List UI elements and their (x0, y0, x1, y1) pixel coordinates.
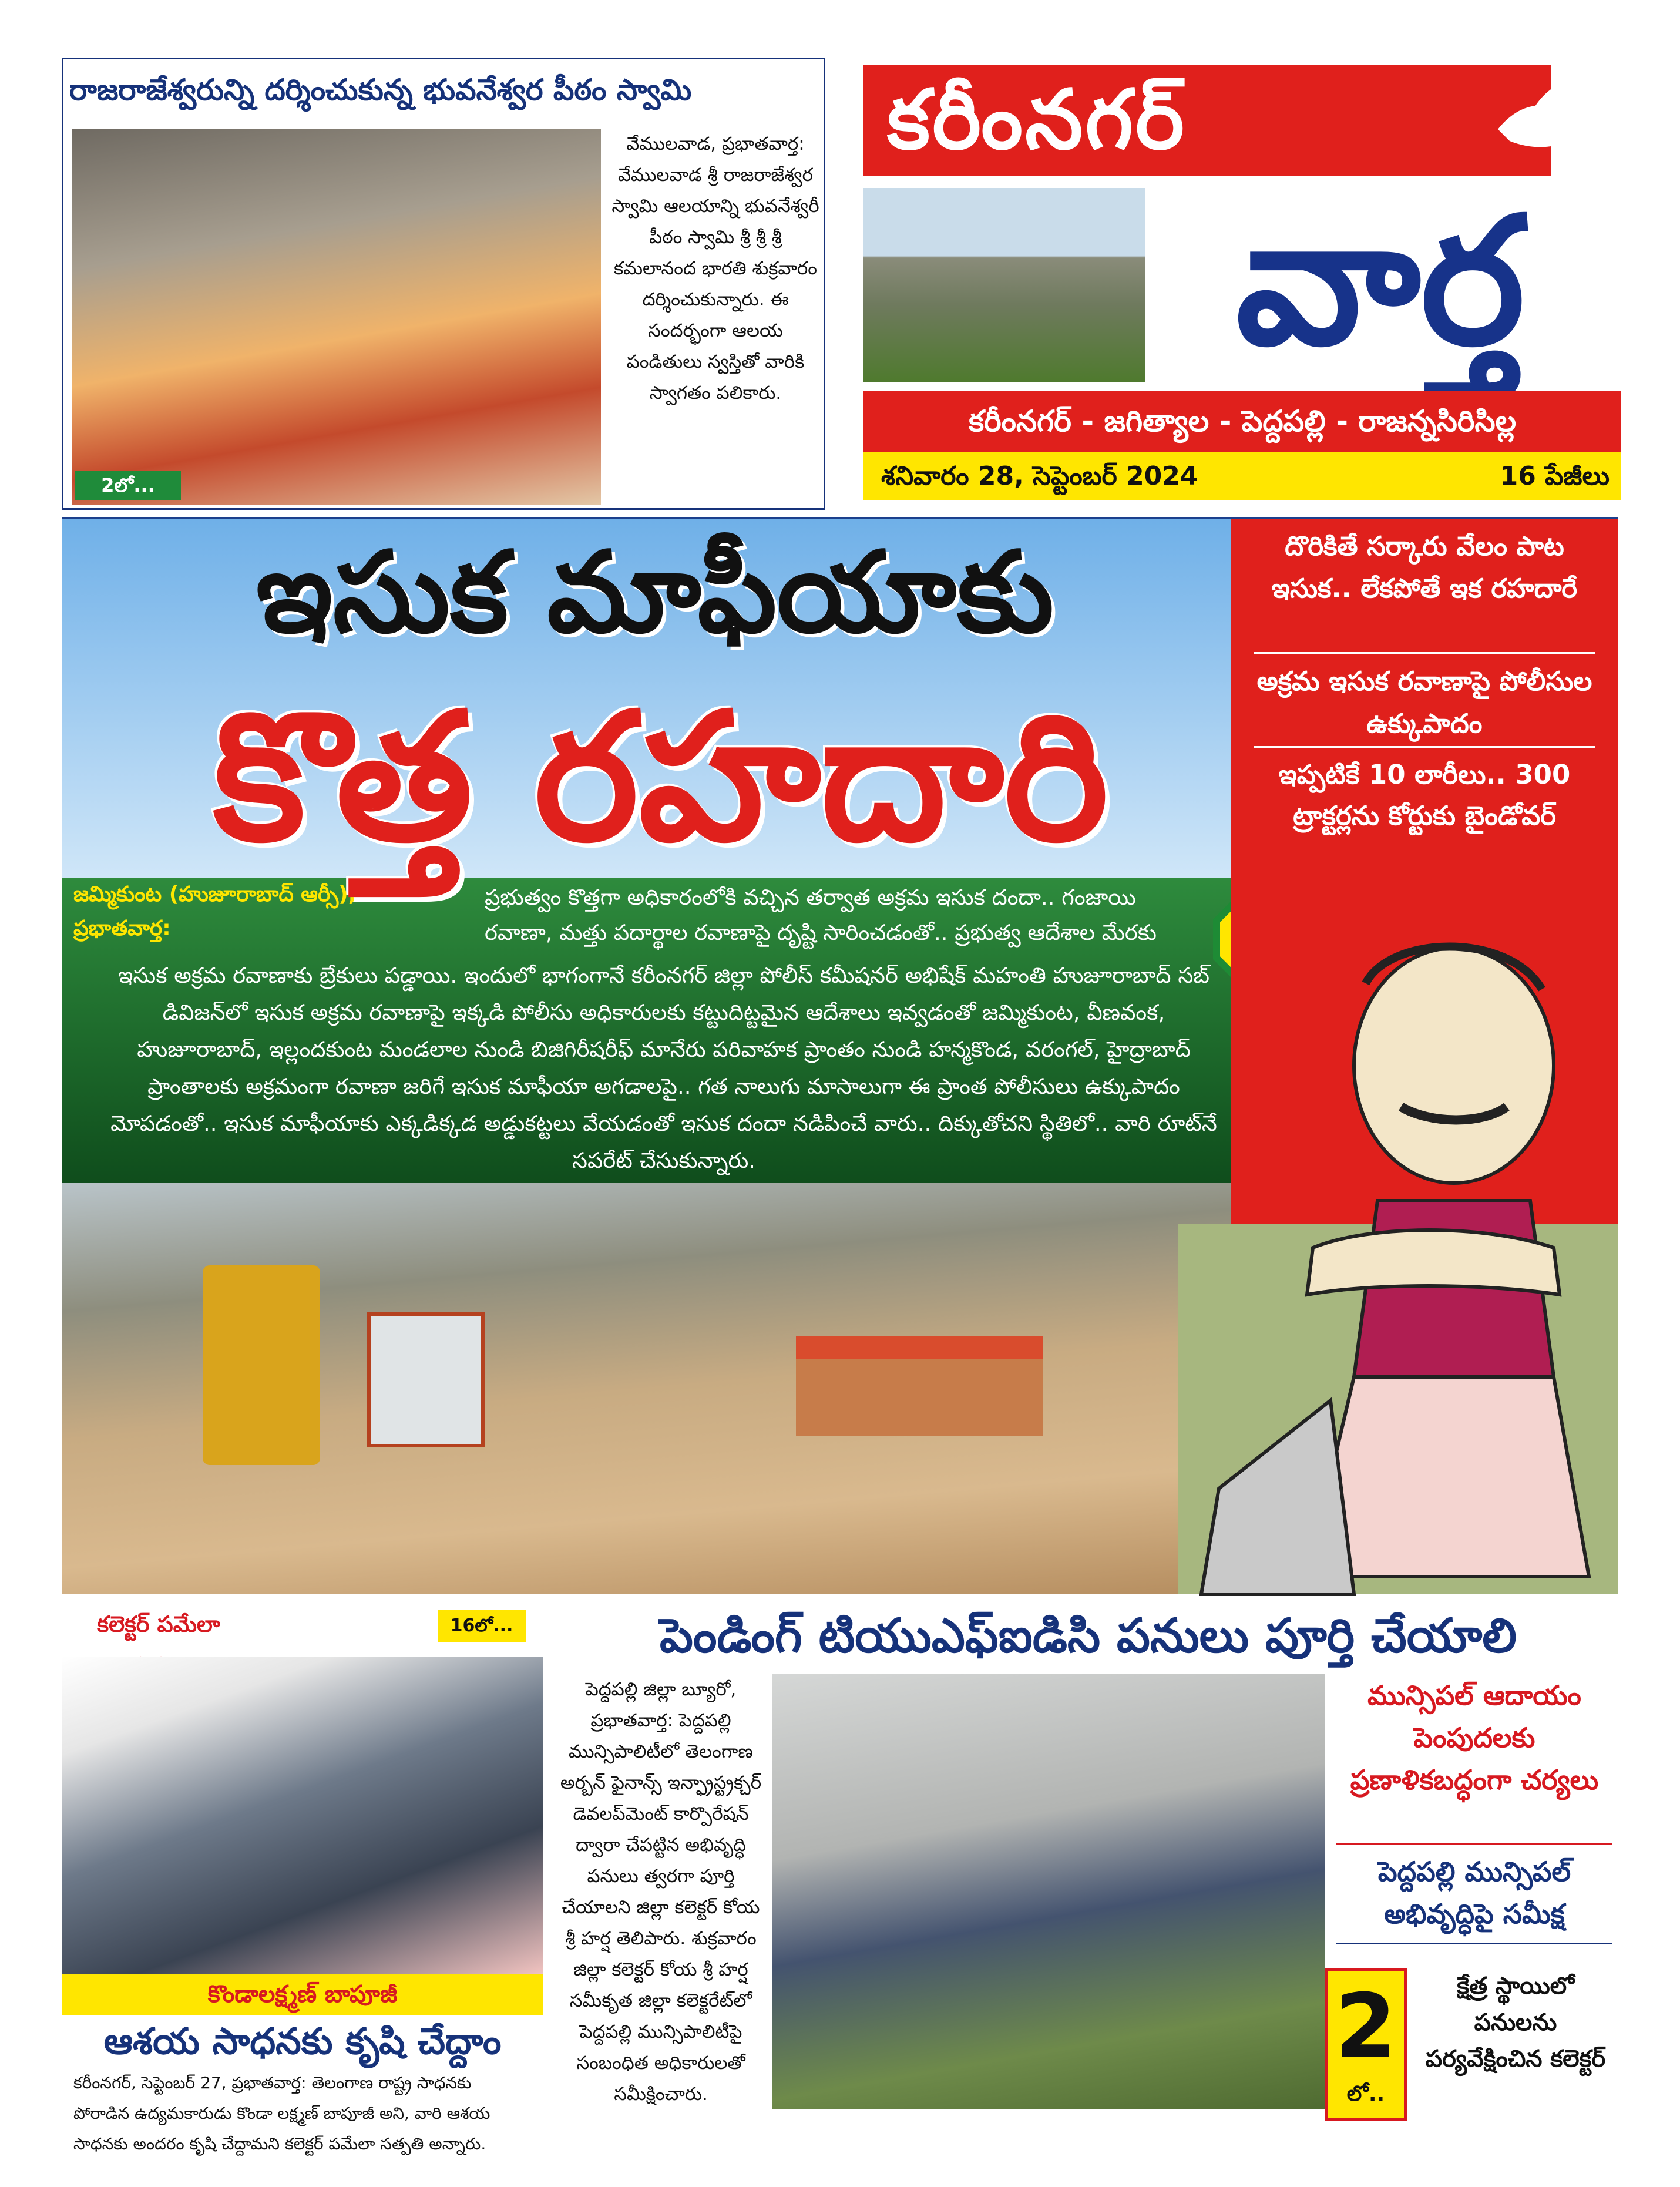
bottom-right-jump-badge (1325, 1968, 1407, 2121)
lead-sidebar-point-3: ఇప్పటికే 10 లారీలు.. 300 ట్రాక్టర్లను కోర్టుకు బైండోవర్ (1278, 759, 1571, 831)
masthead (863, 65, 1621, 499)
bapuji-statue-photo (62, 1657, 543, 1974)
cartoon-figure (1178, 872, 1618, 1594)
bottom-right-jump-number: 2 (1335, 1976, 1397, 2078)
lead-dateline: జమ్మికుంట (హుజూరాబాద్ ఆర్సీ), ప్రభాతవార్త: (73, 882, 357, 940)
bottom-right-story (555, 1604, 1621, 2121)
lead-headline-line1: ఇసుక మాఫీయాకు (256, 528, 1054, 657)
bottom-right-headline: పెండింగ్ టియుఎఫ్ఐడిసి పనులు పూర్తి చేయాలి (660, 1608, 1517, 1663)
bottom-left-photo-caption: కొండాలక్ష్మణ్ బాపూజీ (62, 1974, 543, 2015)
lead-sidebar-point-2: అక్రమ ఇసుక రవాణాపై పోలీసుల ఉక్కుపాదం (1254, 660, 1595, 748)
sand-quarry-photo (62, 1183, 1237, 1594)
bottom-left-body: కరీంనగర్, సెప్టెంబర్ 27, ప్రభాతవార్త: తెలంగాణ రాష్ట్ర సాధనకు పోరాడిన ఉద్యమకారుడు కొండా లక్ష్మణ్ బాపూజీ అని, వారి ఆశయ సాధనకు అందరం కృషి చేద్దామని కలెక్టర్ పమేలా సత్పతి అన్నారు. (73, 2073, 490, 2154)
bottom-left-story (62, 1604, 543, 2154)
lead-sidebar-point-1: దొరికితే సర్కారు వేలం పాట ఇసుక.. లేకపోతే ఇక రహదారే (1254, 525, 1595, 654)
top-left-story (62, 58, 825, 510)
lead-headline-line2: కొత్త రహదారి (213, 675, 1109, 880)
masthead-date: శనివారం 28, సెప్టెంబర్ 2024 (881, 461, 1198, 491)
temple-photo (72, 129, 601, 505)
bottom-right-side-2: పెద్దపల్లి మున్సిపల్ అభివృద్ధిపై సమీక్ష (1336, 1850, 1612, 1944)
masthead-pages: 16 పేజీలు (1500, 461, 1610, 491)
bottom-right-body: పెద్దపల్లి జిల్లా బ్యూరో, ప్రభాతవార్త: పెద్దపల్లి మున్సిపాలిటీలో తెలంగాణ అర్బన్ ఫైనాన్స్ ఇన్ఫ్రాస్ట్రక్చర్ డెవలప్‌మెంట్ కార్పొరేషన్ ద్వారా చేపట్టిన అభివృద్ధి పనులు త్వరగా పూర్తి చేయాలని జిల్లా కలెక్టర్ కోయ శ్రీ హర్ష తెలిపారు. శుక్రవారం జిల్లా కలెక్టర్ కోయ శ్రీ హర్ష సమీకృత జిల్లా కలెక్టరేట్‌లో పెద్దపల్లి మున్సిపాలిటీపై సంబంధిత అధికారులతో సమీక్షించారు. (560, 1679, 762, 2105)
truck-1 (367, 1312, 485, 1447)
dam-photo (863, 188, 1145, 382)
masthead-districts: కరీంనగర్ - జగిత్యాల - పెద్దపల్లి - రాజన్నసిరిసిల్ల (863, 391, 1621, 452)
bottom-right-jump-suffix: లో.. (1346, 2082, 1385, 2106)
excavator (203, 1265, 320, 1465)
dove-logo-icon (1486, 65, 1604, 176)
lead-body-line1: ప్రభుత్వం కొత్తగా అధికారంలోకి వచ్చిన తర్వాత అక్రమ ఇసుక దందా.. గంజాయి (485, 885, 1136, 910)
top-left-headline: రాజరాజేశ్వరున్ని దర్శించుకున్న భువనేశ్వర పీఠం స్వామి (69, 73, 692, 107)
lead-body-rest: ఇసుక అక్రమ రవాణాకు బ్రేకులు పడ్డాయి. ఇందులో భాగంగానే కరీంనగర్ జిల్లా పోలీస్ కమీషనర్ అభిషేక్ మహంతి హుజూరాబాద్ సబ్ డివిజన్‌లో ఇసుక అక్రమ రవాణాపై ఇక్కడి పోలీసు అధికారులకు కట్టుదిట్టమైన ఆదేశాలు ఇవ్వడంతో జమ్మికుంట, వీణవంక, హుజూరాబాద్, ఇల్లందకుంట మండలాల నుండి బిజిగిరీషరీఫ్ మానేరు పరివాహక ప్రాంతం నుండి హన్మకొండ, వరంగల్, హైద్రాబాద్ ప్రాంతాలకు అక్రమంగా రవాణా జరిగే ఇసుక మాఫీయా అగడాలపై.. గత నాలుగు మాసాలుగా ఈ ప్రాంత పోలీసులు ఉక్కుపాదం మోపడంతో.. ఇసుక మాఫీయాకు ఎక్కడిక్కడ అడ్డుకట్టలు వేయడంతో ఇసుక దందా నడిపించే వారు.. దిక్కుతోచని స్థితిలో.. వారి రూట్‌నే సపరేట్ చేసుకున్నారు. (110, 963, 1217, 1173)
lead-story (62, 517, 1618, 1592)
top-left-jump: 2లో... (75, 471, 181, 500)
collector-inspection-photo (772, 1674, 1325, 2109)
bottom-right-side-1: మున్సిపల్ ఆదాయం పెంపుదలకు ప్రణాళికబద్ధంగా చర్యలు (1336, 1674, 1612, 1845)
bottom-left-caption-name: కలెక్టర్ పమేలా (97, 1611, 220, 1637)
bottom-right-side-3: క్షేత్ర స్థాయిలో పనులను పర్యవేక్షించిన కలెక్టర్ (1425, 1973, 1606, 2072)
masthead-city-name: కరీంనగర్ (887, 72, 1187, 168)
bottom-left-headline: ఆశయ సాధనకు కృషి చేద్దాం (103, 2020, 502, 2062)
bottom-left-jump: 16లో... (438, 1610, 526, 1642)
truck-2 (796, 1336, 1043, 1436)
lead-body-line2: రవాణా, మత్తు పదార్థాల రవాణాపై దృష్టి సారించడంతో.. ప్రభుత్వ ఆదేశాల మేరకు (485, 920, 1157, 945)
top-left-body: వేములవాడ, ప్రభాతవార్త: వేములవాడ శ్రీ రాజరాజేశ్వర స్వామి ఆలయాన్ని భువనేశ్వరీ పీఠం స్వామి శ్రీ శ్రీ శ్రీ కమలానంద భారతి శుక్రవారం దర్శించుకున్నారు. ఈ సందర్భంగా ఆలయ పండితులు స్వస్తితో వారికి స్వాగతం పలికారు. (611, 133, 819, 404)
masthead-paper-name: వార్త (1235, 179, 1526, 384)
